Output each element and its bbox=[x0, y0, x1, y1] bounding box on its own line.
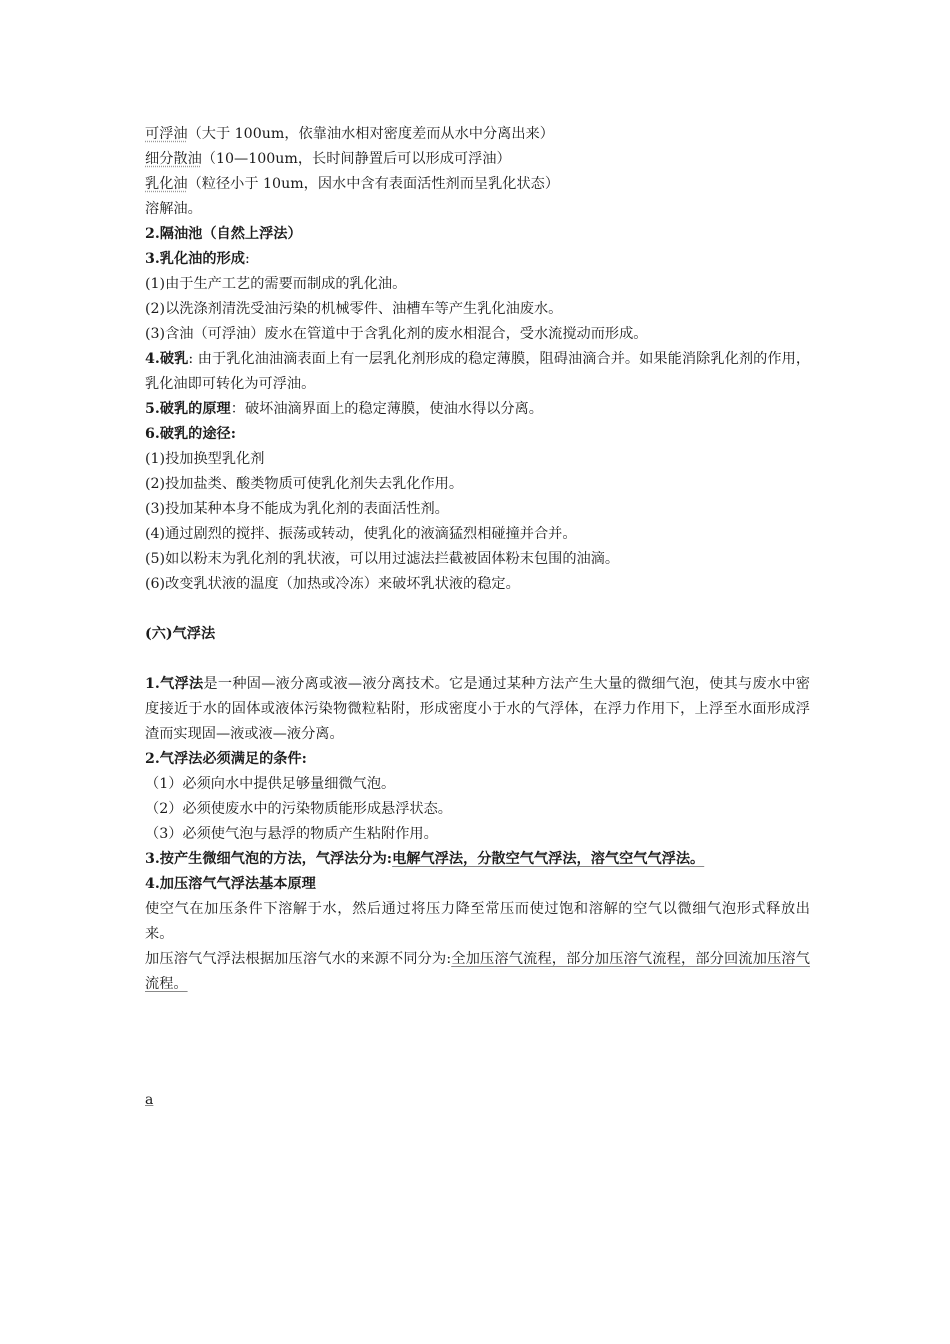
oil-type-dissolved: 溶解油。 bbox=[145, 201, 202, 217]
list-item: (1)由于生产工艺的需要而制成的乳化油。 bbox=[145, 276, 407, 292]
list-item: (4)通过剧烈的搅拌、振荡或转动，使乳化的液滴猛烈相碰撞并合并。 bbox=[145, 526, 577, 542]
list-item: （3）必须使气泡与悬浮的物质产生粘附作用。 bbox=[145, 826, 438, 842]
list-item: （1）必须向水中提供足够量细微气泡。 bbox=[145, 776, 396, 792]
list-item: (3)含油（可浮油）废水在管道中于含乳化剂的废水相混合，受水流搅动而形成。 bbox=[145, 326, 648, 342]
term-floating-oil: 可浮油 bbox=[145, 126, 188, 142]
term-emulsified-oil: 乳化油 bbox=[145, 176, 188, 192]
pressurized-flotation-processes: 加压溶气气浮法根据加压溶气水的来源不同分为:全加压溶气流程，部分加压溶气流程，部分回流加压溶气流程。 bbox=[145, 951, 810, 992]
list-item: (2)以洗涤剂清洗受油污染的机械零件、油槽车等产生乳化油废水。 bbox=[145, 301, 563, 317]
heading-flotation-conditions: 2.气浮法必须满足的条件: bbox=[145, 751, 307, 767]
list-item: (2)投加盐类、酸类物质可使乳化剂失去乳化作用。 bbox=[145, 476, 464, 492]
list-item: （2）必须使废水中的污染物质能形成悬浮状态。 bbox=[145, 801, 452, 817]
document-body bbox=[145, 122, 810, 997]
demulsification-principle: 5.破乳的原理：破坏油滴界面上的稳定薄膜，使油水得以分离。 bbox=[145, 401, 543, 417]
term-dispersed-oil: 细分散油 bbox=[145, 151, 202, 167]
list-item: (3)投加某种本身不能成为乳化剂的表面活性剂。 bbox=[145, 501, 449, 517]
oil-type-emulsified: 乳化油（粒径小于 10um，因水中含有表面活性剂而呈乳化状态） bbox=[145, 176, 560, 192]
list-item: (6)改变乳状液的温度（加热或冷冻）来破坏乳状液的稳定。 bbox=[145, 576, 520, 592]
footer-letter: a bbox=[145, 1092, 154, 1108]
heading-oil-separator: 2.隔油池（自然上浮法） bbox=[145, 226, 302, 242]
spacer bbox=[145, 597, 810, 622]
flotation-classification: 3.按产生微细气泡的方法，气浮法分为:电解气浮法，分散空气气浮法，溶气空气气浮法。 bbox=[145, 851, 705, 867]
heading-demulsification-methods: 6.破乳的途径: bbox=[145, 426, 236, 442]
spacer bbox=[145, 647, 810, 672]
section-title-flotation: (六)气浮法 bbox=[145, 626, 216, 642]
term-dissolved-oil: 溶解油 bbox=[145, 201, 188, 217]
demulsification-definition: 4.破乳: 由于乳化油油滴表面上有一层乳化剂形成的稳定薄膜，阻碍油滴合并。如果能消除乳化剂的作用，乳化油即可转化为可浮油。 bbox=[145, 351, 811, 392]
oil-type-floating: 可浮油（大于 100um，依靠油水相对密度差而从水中分离出来） bbox=[145, 126, 554, 142]
list-item: (5)如以粉末为乳化剂的乳状液，可以用过滤法拦截被固体粉末包围的油滴。 bbox=[145, 551, 620, 567]
list-item: (1)投加换型乳化剂 bbox=[145, 451, 265, 467]
heading-pressurized-flotation: 4.加压溶气气浮法基本原理 bbox=[145, 876, 316, 892]
pressurized-flotation-principle: 使空气在加压条件下溶解于水，然后通过将压力降至常压而使过饱和溶解的空气以微细气泡形式释放出来。 bbox=[145, 901, 810, 942]
heading-emulsion-formation: 3.乳化油的形成: bbox=[145, 251, 250, 267]
flotation-definition: 1.气浮法是一种固—液分离或液—液分离技术。它是通过某种方法产生大量的微细气泡，使其与废水中密度接近于水的固体或液体污染物微粒粘附，形成密度小于水的气浮体，在浮力作用下，上浮至水面形成浮渣而实现固—液或液—液分离。 bbox=[145, 676, 810, 742]
oil-type-dispersed: 细分散油（10—100um，长时间静置后可以形成可浮油） bbox=[145, 151, 511, 167]
